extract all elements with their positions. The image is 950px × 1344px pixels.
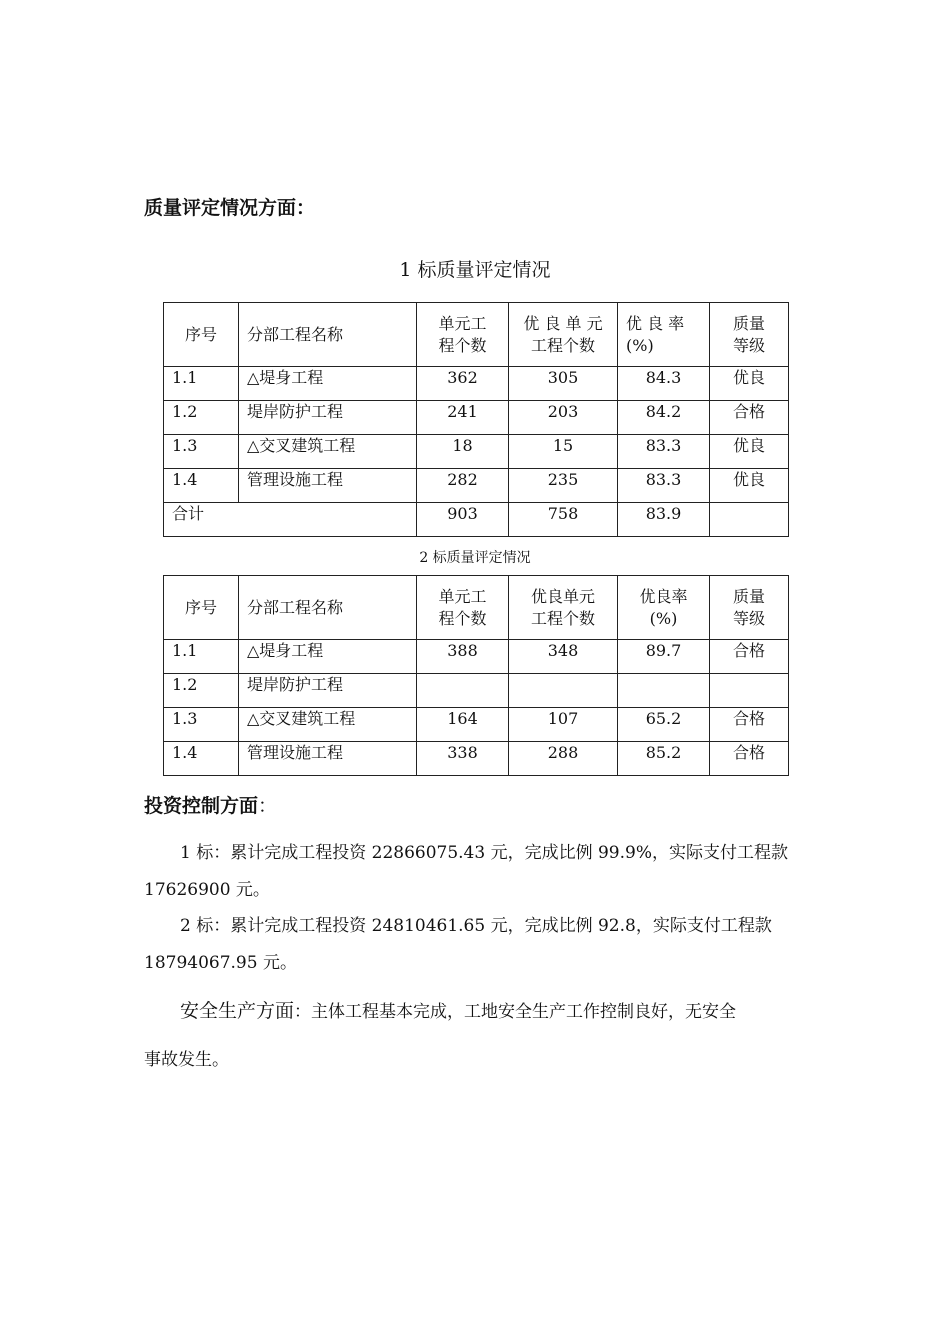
table-cell: 优良 [710, 469, 789, 503]
table-cell: △堤身工程 [239, 367, 417, 401]
invest-line-1-cont: 17626900 元。 [144, 880, 270, 900]
table-cell: 84.2 [618, 401, 710, 435]
table-cell: △堤身工程 [239, 640, 417, 674]
table-row [164, 469, 789, 503]
safety-line-cont: 事故发生。 [144, 1050, 229, 1070]
total-grade [710, 503, 789, 537]
table-row [164, 367, 789, 401]
table-cell: 164 [417, 708, 509, 742]
table-cell: 1.2 [164, 401, 239, 435]
table1-title: 1 标质量评定情况 [399, 259, 551, 281]
table-cell: 1.4 [164, 469, 239, 503]
table-cell: 84.3 [618, 367, 710, 401]
table2 [163, 575, 789, 776]
table-cell [509, 674, 618, 708]
table1-header: 优 良 率 (%) [618, 303, 710, 367]
table1 [163, 302, 789, 537]
table-cell: 管理设施工程 [239, 469, 417, 503]
table-cell: 合格 [710, 708, 789, 742]
table2-header: 优良单元 工程个数 [509, 576, 618, 640]
table2-header: 序号 [164, 576, 239, 640]
table-cell: 合格 [710, 742, 789, 776]
invest-heading-colon: ： [258, 795, 278, 817]
table2-header: 优良率 (%) [618, 576, 710, 640]
table-cell: 107 [509, 708, 618, 742]
table2-header: 分部工程名称 [239, 576, 417, 640]
table-cell: 241 [417, 401, 509, 435]
table2-header-row [164, 576, 789, 640]
safety-heading: 安全生产方面 [180, 1000, 295, 1022]
table-cell: 65.2 [618, 708, 710, 742]
table-row [164, 401, 789, 435]
table-cell: 优良 [710, 367, 789, 401]
table1-header: 分部工程名称 [239, 303, 417, 367]
table1-header: 优 良 单 元 工程个数 [509, 303, 618, 367]
table-cell: 1.4 [164, 742, 239, 776]
table-cell: 388 [417, 640, 509, 674]
safety-text: ：主体工程基本完成，工地安全生产工作控制良好，无安全 [294, 1002, 737, 1022]
table1-total-row [164, 503, 789, 537]
table-cell: 282 [417, 469, 509, 503]
table-cell: 85.2 [618, 742, 710, 776]
table1-header-row [164, 303, 789, 367]
table-row [164, 708, 789, 742]
table-row [164, 674, 789, 708]
table-cell: 288 [509, 742, 618, 776]
table1-header: 序号 [164, 303, 239, 367]
total-good: 758 [509, 503, 618, 537]
table-cell [710, 674, 789, 708]
table1-header: 单元工 程个数 [417, 303, 509, 367]
table-cell: 348 [509, 640, 618, 674]
table-cell [618, 674, 710, 708]
total-units: 903 [417, 503, 509, 537]
table-row [164, 435, 789, 469]
table-cell: △交叉建筑工程 [239, 708, 417, 742]
table-cell: 合格 [710, 640, 789, 674]
table-row [164, 640, 789, 674]
table-cell: 89.7 [618, 640, 710, 674]
table-cell: △交叉建筑工程 [239, 435, 417, 469]
table-cell: 1.3 [164, 708, 239, 742]
table-cell: 1.3 [164, 435, 239, 469]
section-heading-invest [144, 791, 277, 818]
total-rate: 83.9 [618, 503, 710, 537]
invest-line-1: 1 标：累计完成工程投资 22866075.43 元，完成比例 99.9%，实际支付工程款 [180, 843, 788, 863]
table-row [164, 742, 789, 776]
table-cell: 203 [509, 401, 618, 435]
section-heading-quality: 质量评定情况方面： [144, 197, 316, 219]
table-cell: 362 [417, 367, 509, 401]
table-cell: 堤岸防护工程 [239, 401, 417, 435]
table-cell: 83.3 [618, 435, 710, 469]
table-cell: 堤岸防护工程 [239, 674, 417, 708]
table1-header: 质量 等级 [710, 303, 789, 367]
invest-line-2: 2 标：累计完成工程投资 24810461.65 元，完成比例 92.8，实际支付工程款 [180, 916, 772, 936]
invest-heading-text: 投资控制方面 [144, 795, 259, 817]
table-cell: 18 [417, 435, 509, 469]
table-cell: 83.3 [618, 469, 710, 503]
table2-header: 单元工 程个数 [417, 576, 509, 640]
table-cell: 合格 [710, 401, 789, 435]
table-cell: 1.2 [164, 674, 239, 708]
total-label: 合计 [164, 503, 417, 537]
table2-header: 质量 等级 [710, 576, 789, 640]
table-cell: 338 [417, 742, 509, 776]
table-cell: 管理设施工程 [239, 742, 417, 776]
table-cell: 1.1 [164, 367, 239, 401]
safety-line [180, 999, 736, 1024]
table-cell [417, 674, 509, 708]
table-cell: 优良 [710, 435, 789, 469]
table-cell: 305 [509, 367, 618, 401]
table-cell: 235 [509, 469, 618, 503]
table2-title: 2 标质量评定情况 [419, 550, 531, 566]
invest-line-2-cont: 18794067.95 元。 [144, 953, 297, 973]
table-cell: 1.1 [164, 640, 239, 674]
table-cell: 15 [509, 435, 618, 469]
